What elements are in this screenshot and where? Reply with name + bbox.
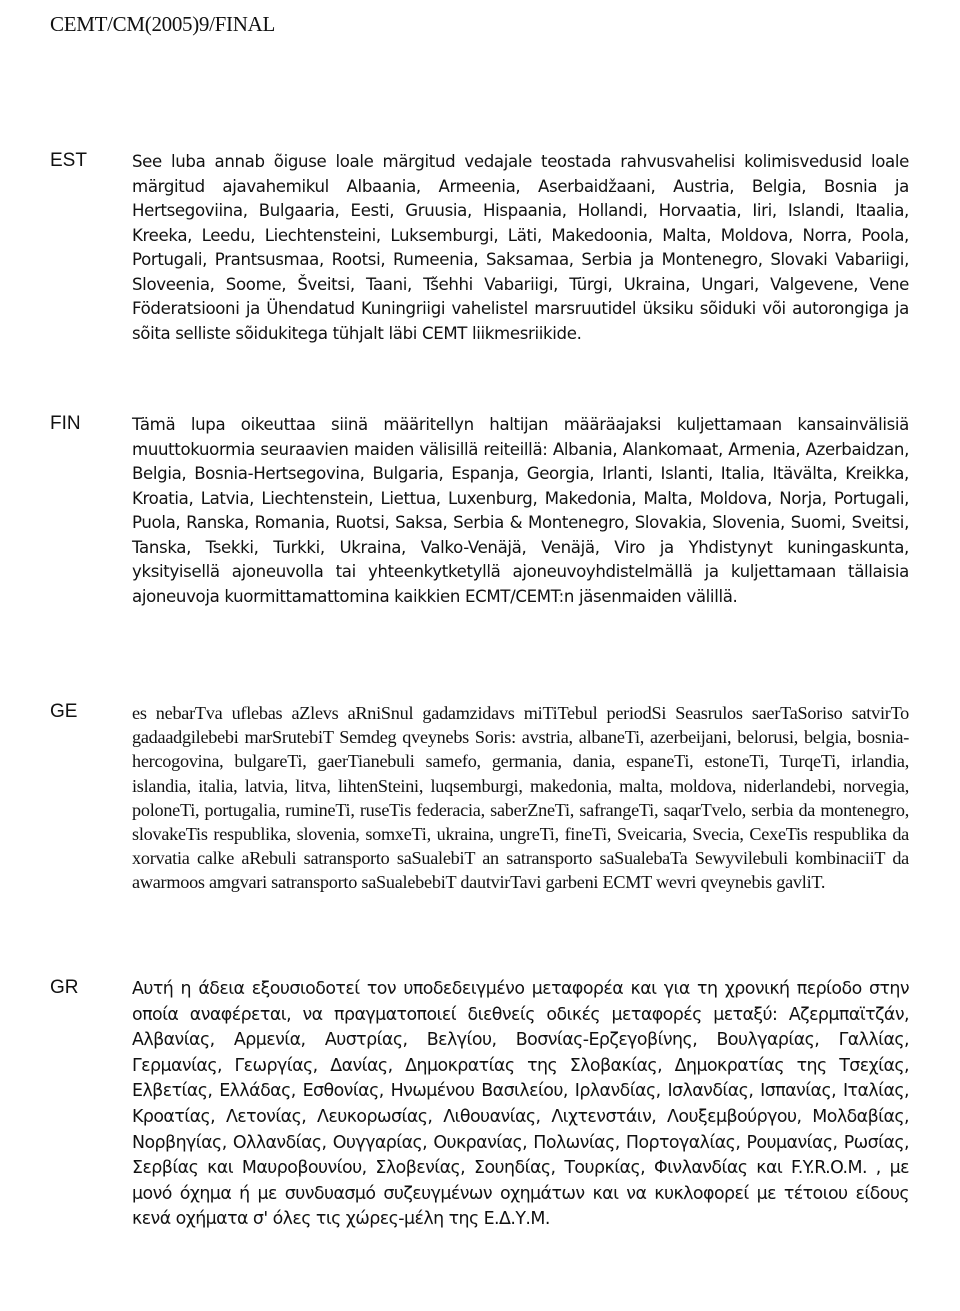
document-reference: CEMT/CM(2005)9/FINAL xyxy=(50,12,276,36)
language-code: EST xyxy=(50,150,87,171)
permit-text: See luba annab õiguse loale märgitud vedajale teostada rahvusvahelisi kolimisvedusid loale märgitud ajavahemikul Albaania, Armeenia, Aserbaidžaani, Austria, Belgia, Bosnia ja Hertsegoviina, Bulgaaria, Eesti, Gruusia, Hispaania, Hollandi, Horvaatia, Iiri, Islandi, Itaalia, Kreeka, Leedu, Liechtensteini, Luksemburgi, Läti, Makedoonia, Malta, Moldova, Norra, Poola, Portugali, Prantsusmaa, Rootsi, Rumeenia, Saksamaa, Serbia ja Montenegro, Slovaki Vabariigi, Sloveenia, Soome, Šveitsi, Taani, Tšehhi Vabariigi, Türgi, Ukraina, Ungari, Valgevene, Vene Föderatsiooni ja Ühendatud Kuningriigi vahelistel marsruutidel üksiku sõiduki või autorongiga ja sõita selliste sõidukitega tühjalt läbi CEMT liikmesriikide. xyxy=(132,152,909,343)
permit-text: Tämä lupa oikeuttaa siinä määritellyn haltijan määräajaksi kuljettamaan kansainvälisiä muuttokuormia seuraavien maiden välisillä reiteillä: Albania, Alankomaat, Armenia, Azerbaidzan, Belgia, Bosnia-Hertsegovina, Bulgaria, Espanja, Georgia, Irlanti, Islanti, Italia, Itävälta, Kreikka, Kroatia, Latvia, Liechtenstein, Liettua, Luxenburg, Makedonia, Malta, Moldova, Norja, Portugali, Puola, Ranska, Romania, Ruotsi, Saksa, Serbia & Montenegro, Slovakia, Slovenia, Suomi, Sveitsi, Tanska, Tsekki, Turkki, Ukraina, Valko-Venäjä, Venäjä, Viro ja Yhdistynyt kuningaskunta, yksityisellä ajoneuvolla tai yhteenkytketyllä ajoneuvoyhdistelmällä ja kuljettamaan tällaisia ajoneuvoja kuormittamattomina kaikkien ECMT/CEMT:n jäsenmaiden välillä. xyxy=(132,415,909,606)
permit-text: es nebarTva uflebas aZlevs aRniSnul gadamzidavs miTiTebul periodSi Seasrulos saerTaSoriso satvirTo gadaadgilebebi marSrutebiT Semdeg qveynebs Soris: avstria, albaneTi, azerbeijani, belorusi, belgia, bosnia-hercogovina, bulgareTi, gaerTianebuli samefo, germania, dania, espaneTi, estoneTi, TurqeTi, irlandia, islandia, italia, latvia, litva, lihtenSteini, luqsemburgi, makedonia, malta, moldova, niderlandebi, norvegia, poloneTi, portugalia, rumineTi, ruseTis federacia, saberZneTi, safrangeTi, saqarTvelo, serbia da montenegro, slovakeTis respublika, slovenia, somxeTi, ukraina, ungreTi, fineTi, Sveicaria, Svecia, CexeTis respublika da xorvatia calke aRebuli satransporto saSualebiT an satransporto saSualebaTa Sewyvilebuli kombinaciiT da awarmoos amgvari satransporto saSualebebiT dautvirTavi garbeni ECMT wevri qveynebis gavliT. xyxy=(132,703,909,893)
permit-text: Αυτή η άδεια εξουσιοδοτεί τον υποδεδειγμένο μεταφορέα και για τη χρονική περίοδο στην οποία αναφέρεται, να πραγματοποιεί διεθνείς οδικές μεταφορές μεταξύ: Αζερμπαϊτζάν, Αλβανίας, Αρμενία, Αυστρίας, Βελγίου, Βοσνίας-Ερζεγοβίνης, Βουλγαρίας, Γαλλίας, Γερμανίας, Γεωργίας, Δανίας, Δημοκρατίας της Σλοβακίας, Δημοκρατίας της Τσεχίας, Ελβετίας, Ελλάδας, Εσθονίας, Ηνωμένου Βασιλείου, Ιρλανδίας, Ισλανδίας, Ισπανίας, Ιταλίας, Κροατίας, Λετονίας, Λευκορωσίας, Λιθουανίας, Λιχτενστάιν, Λουξεμβούργου, Μολδαβίας, Νορβηγίας, Ολλανδίας, Ουγγαρίας, Ουκρανίας, Πολωνίας, Πορτογαλίας, Ρουμανίας, Ρωσίας, Σερβίας και Μαυροβουνίου, Σλοβενίας, Σουηδίας, Τουρκίας, Φινλανδίας και F.Y.R.O.M. , με μονό όχημα ή με συνδυασμό συζευγμένων οχημάτων και να κυκλοφορεί με τέτοιου είδους κενά οχήματα σ' όλες τις χώρες-μέλη της Ε.Δ.Υ.Μ. xyxy=(132,979,909,1230)
language-code: GE xyxy=(50,701,78,722)
language-code: FIN xyxy=(50,413,81,434)
language-code: GR xyxy=(50,977,79,998)
